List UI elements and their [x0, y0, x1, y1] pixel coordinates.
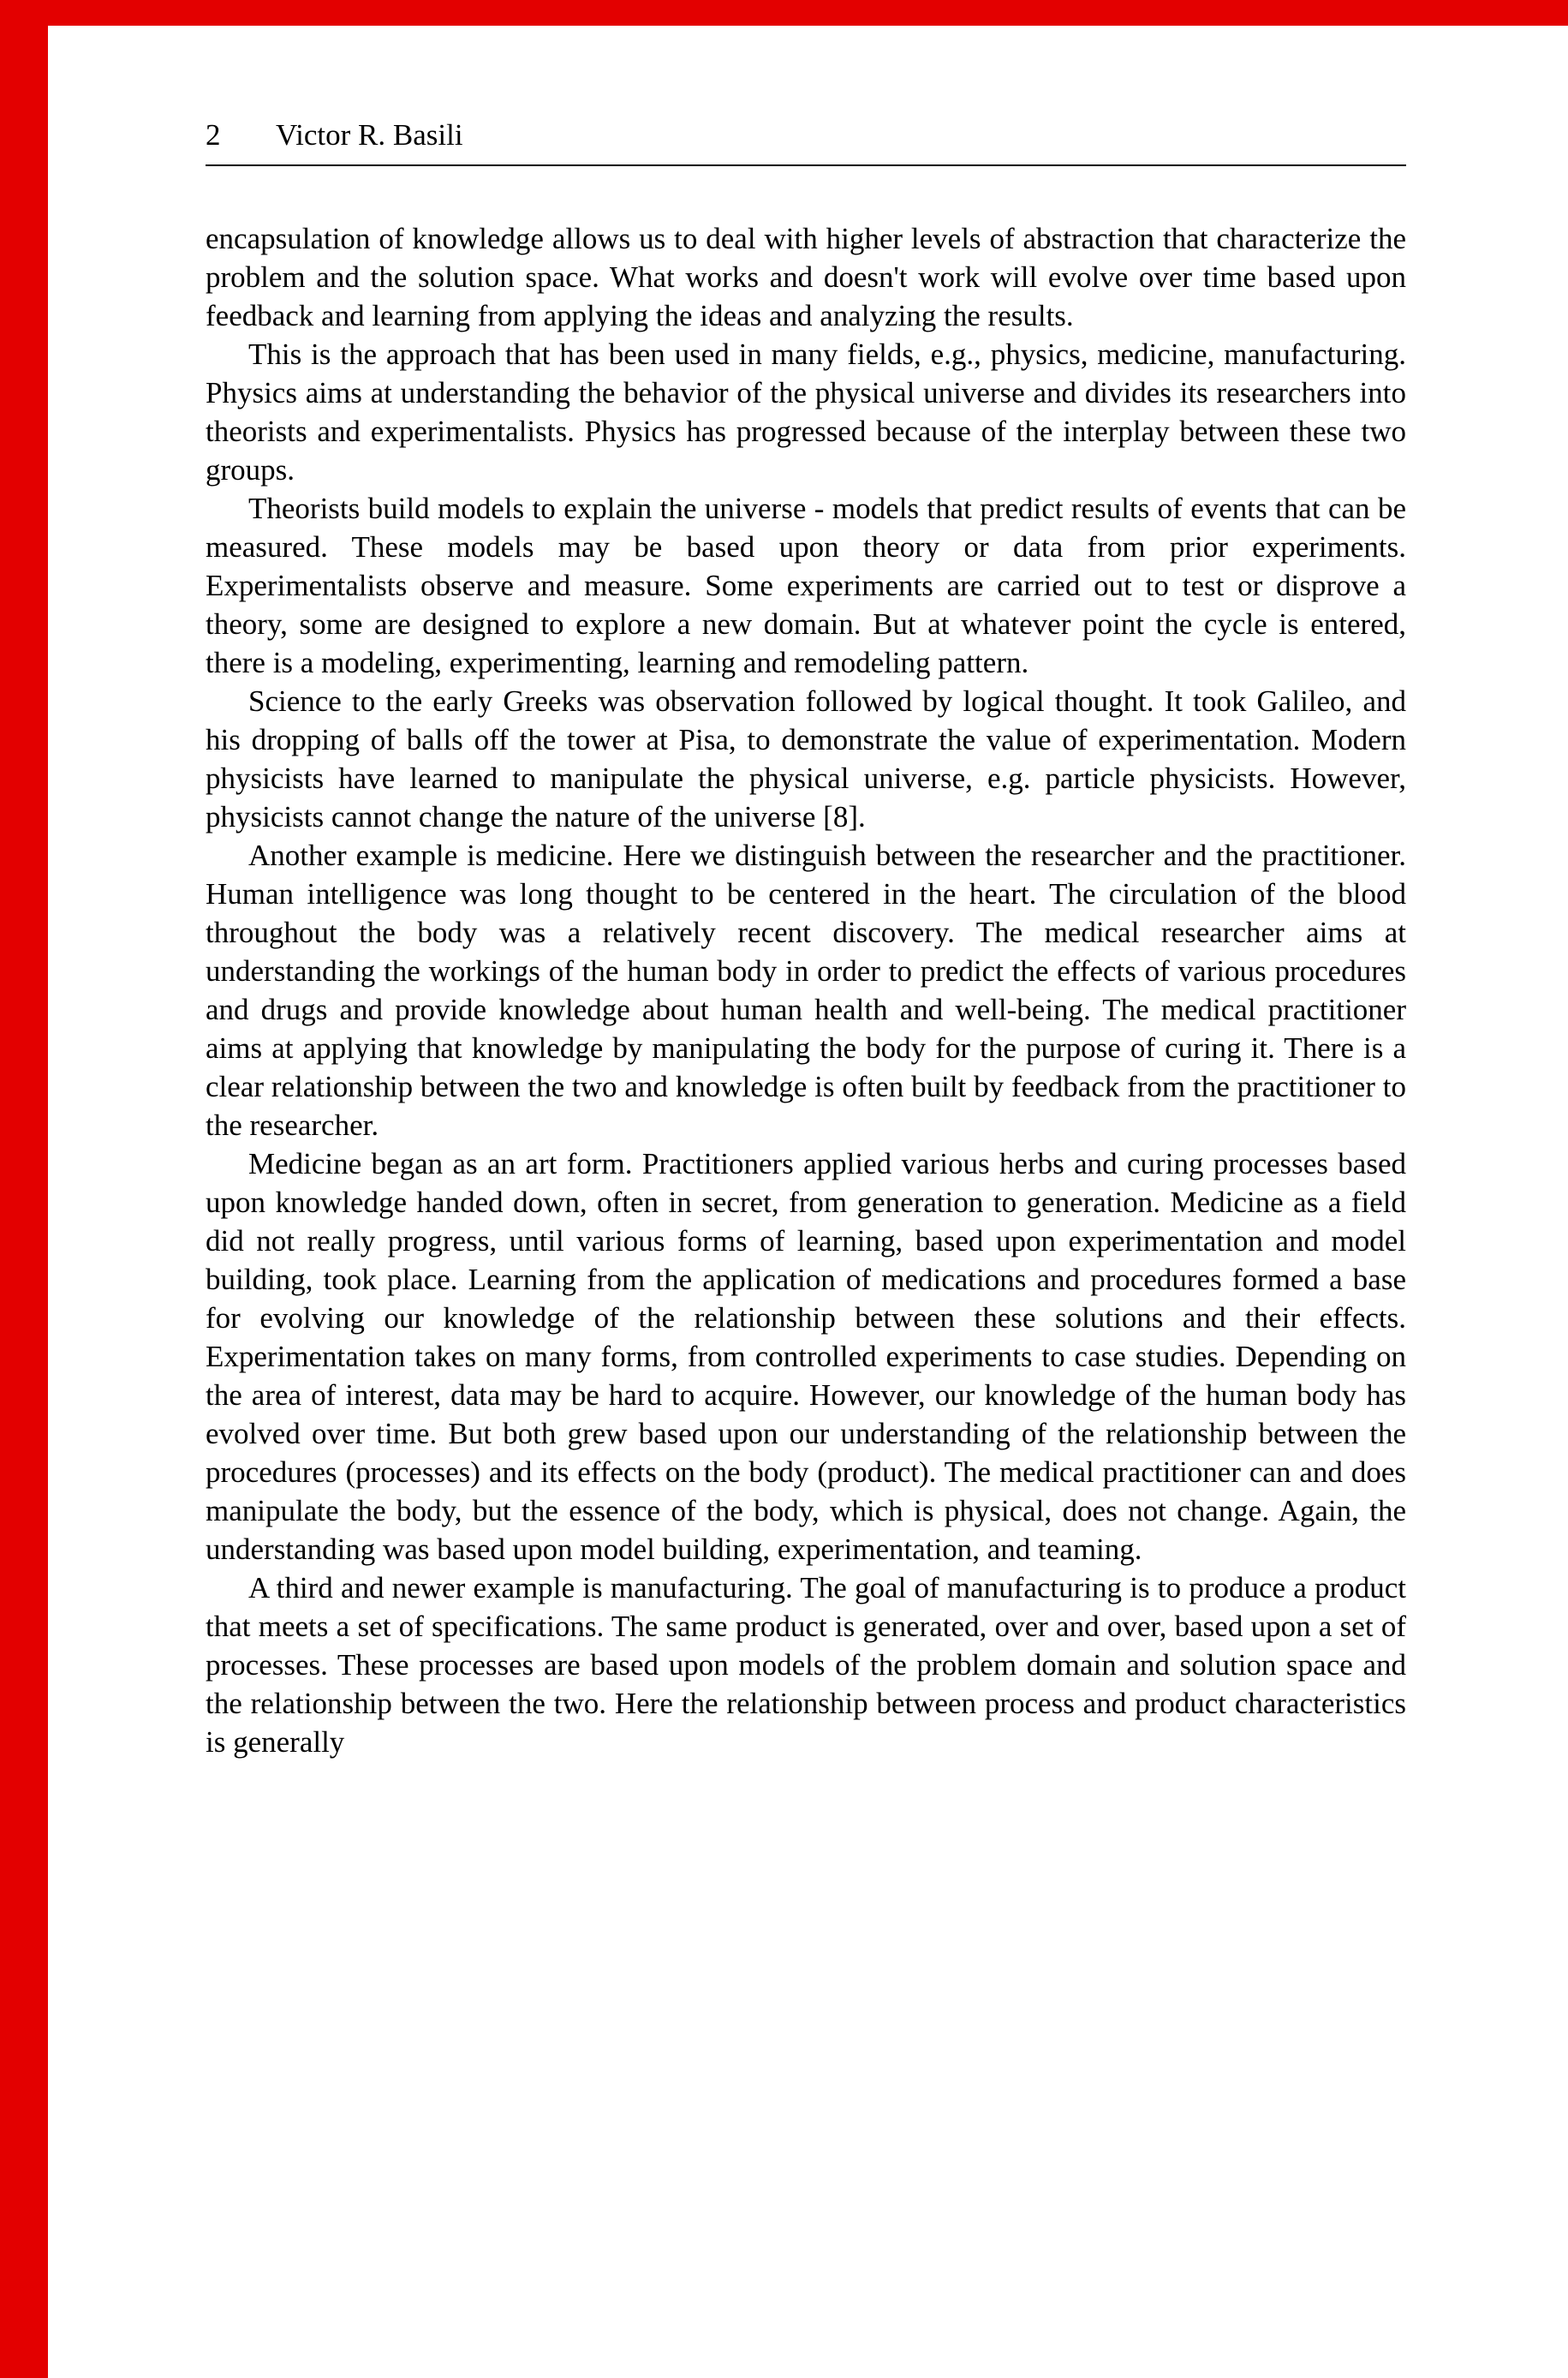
scan-border-top: [0, 0, 1568, 26]
scan-border-left: [0, 0, 48, 2378]
paragraph: A third and newer example is manufacturing. The goal of manufacturing is to produce a product that meets a set of specifications. The same product is generated, over and over, based upon a set of processes. These processes are based upon models of the problem domain and solution space and the relationship between the two. Here the relationship between process and product characteristics is generally: [206, 1571, 1406, 1759]
page-number: 2: [206, 118, 221, 152]
text-block: [206, 219, 1406, 1761]
paragraph: Medicine began as an art form. Practitioners applied various herbs and curing processes based upon knowledge handed down, often in secret, from generation to generation. Medicine as a field did not really progress, until various forms of learning, based upon experimentation and model building, took place. Learning from the application of medications and procedures formed a base for evolving our knowledge of the relationship between these solutions and their effects. Experimentation takes on many forms, from controlled experiments to case studies. Depending on the area of interest, data may be hard to acquire. However, our knowledge of the human body has evolved over time. But both grew based upon our understanding of the relationship between the procedures (processes) and its effects on the body (product). The medical practitioner can and does manipulate the body, but the essence of the body, which is physical, does not change. Again, the understanding was based upon model building, experimentation, and teaming.: [206, 1147, 1406, 1566]
paragraph: This is the approach that has been used in many fields, e.g., physics, medicine, manufacturing. Physics aims at understanding the behavior of the physical universe and divides its researchers into theorists and experimentalists. Physics has progressed because of the interplay between these two groups.: [206, 338, 1406, 487]
running-header-author: Victor R. Basili: [276, 118, 463, 152]
paragraph: Another example is medicine. Here we distinguish between the researcher and the practitioner. Human intelligence was long thought to be centered in the heart. The circulation of the blood throughout the body was a relatively recent discovery. The medical researcher aims at understanding the workings of the human body in order to predict the effects of various procedures and drugs and provide knowledge about human health and well-being. The medical practitioner aims at applying that knowledge by manipulating the body for the purpose of curing it. There is a clear relationship between the two and knowledge is often built by feedback from the practitioner to the researcher.: [206, 839, 1406, 1142]
running-header: [206, 118, 1406, 152]
paragraph: Science to the early Greeks was observation followed by logical thought. It took Galileo, and his dropping of balls off the tower at Pisa, to demonstrate the value of experimentation. Modern physicists have learned to manipulate the physical universe, e.g. particle physicists. However, physicists cannot change the nature of the universe [8].: [206, 684, 1406, 833]
paragraph: encapsulation of knowledge allows us to deal with higher levels of abstraction that characterize the problem and the solution space. What works and doesn't work will evolve over time based upon feedback and learning from applying the ideas and analyzing the results.: [206, 222, 1406, 332]
header-rule: [206, 164, 1406, 166]
paragraph: Theorists build models to explain the universe - models that predict results of events that can be measured. These models may be based upon theory or data from prior experiments. Experimentalists observe and measure. Some experiments are carried out to test or disprove a theory, some are designed to explore a new domain. But at whatever point the cycle is entered, there is a modeling, experimenting, learning and remodeling pattern.: [206, 492, 1406, 679]
page-content: [206, 118, 1406, 1761]
